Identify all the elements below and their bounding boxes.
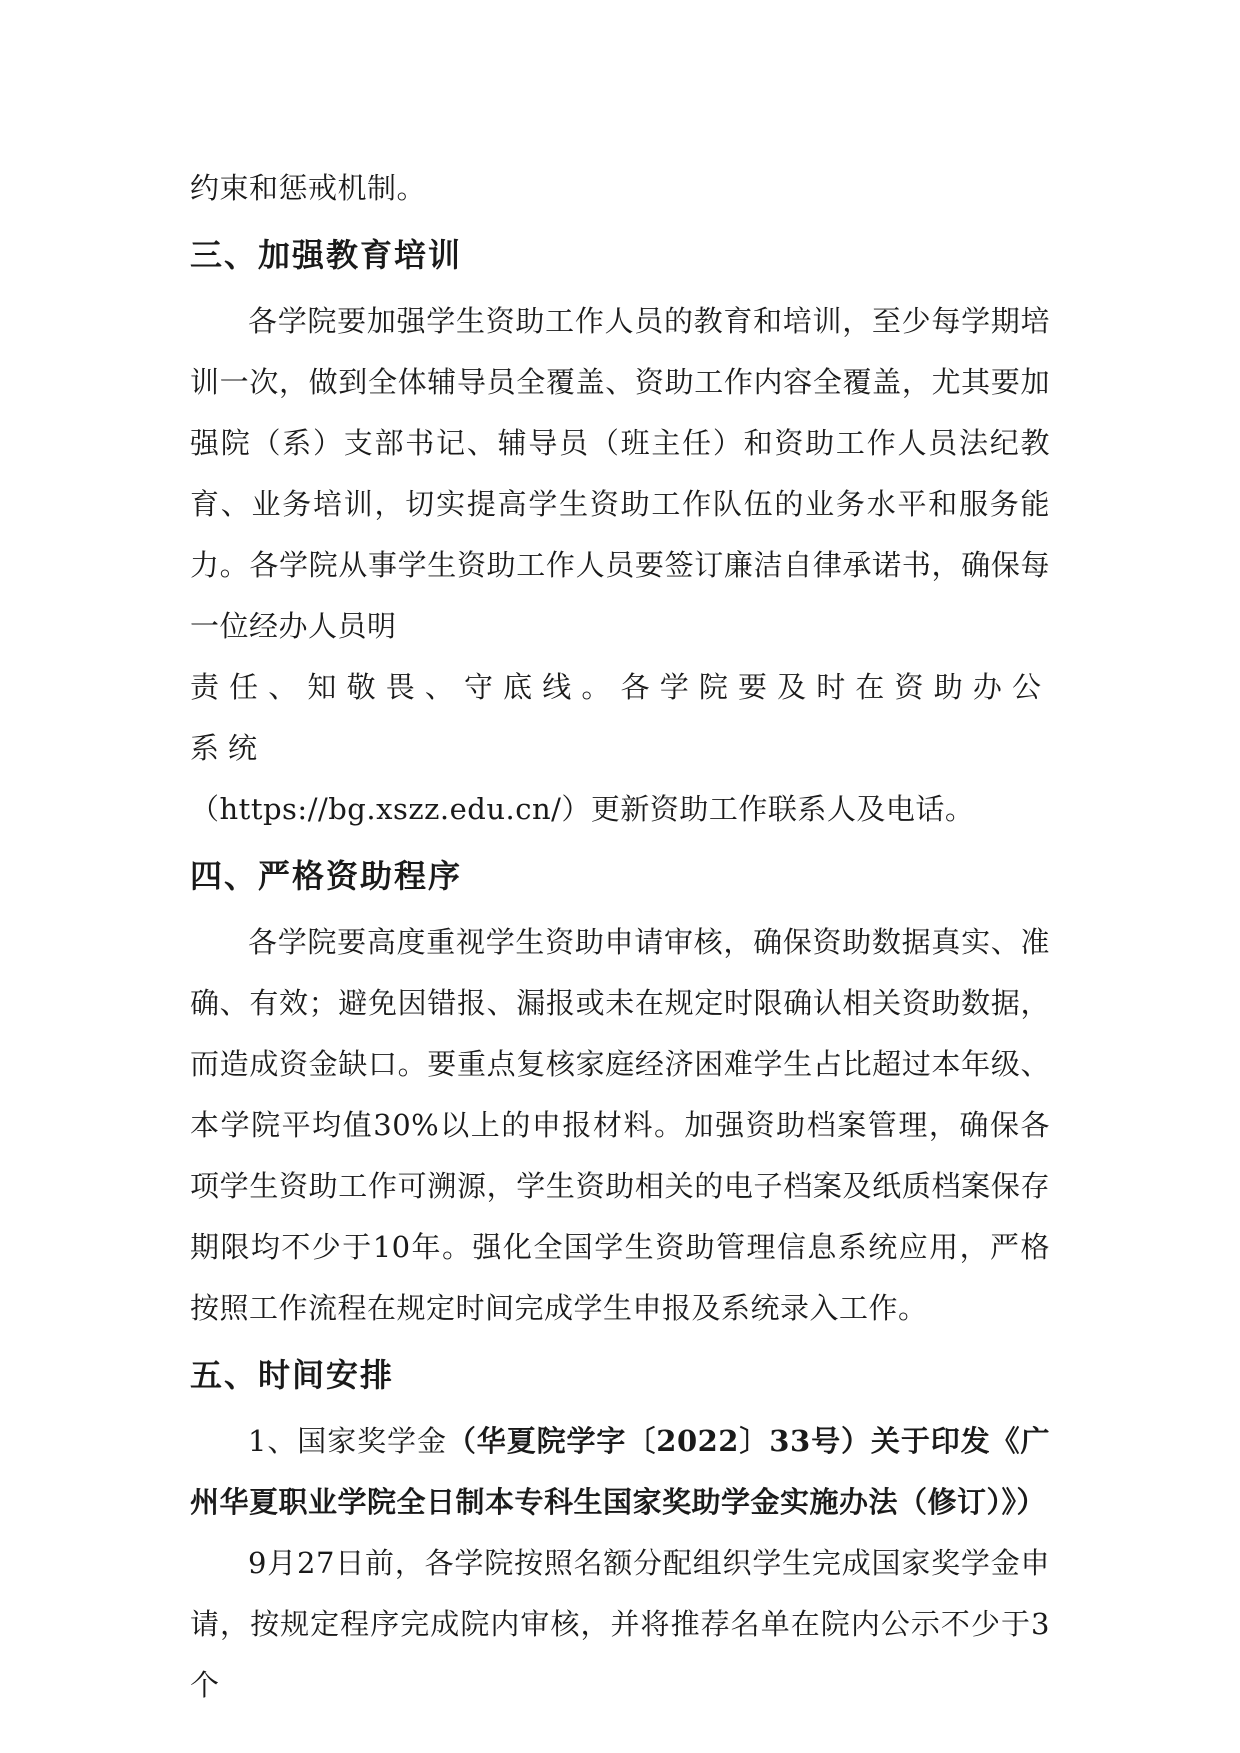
paragraph-procedure: 各学院要高度重视学生资助申请审核，确保资助数据真实、准确、有效；避免因错报、漏报或未在规定时限确认相关资助数据，而造成资金缺口。要重点复核家庭经济困难学生占比超过本年级、本学院平均值30%以上的申报材料。加强资助档案管理，确保各项学生资助工作可溯源，学生资助相关的电子档案及纸质档案保存期限均不少于10年。强化全国学生资助管理信息系统应用，严格按照工作流程在规定时间完成学生申报及系统录入工作。: [190, 925, 1050, 1325]
paragraph-schedule: 9月27日前，各学院按照名额分配组织学生完成国家奖学金申请，按规定程序完成院内审核，并将推荐名单在院内公示不少于3个: [190, 1546, 1050, 1702]
section-heading-4: 四、严格资助程序: [190, 857, 463, 895]
paragraph-training-url: （https://bg.xszz.edu.cn/）更新资助工作联系人及电话。: [190, 792, 975, 826]
section-heading-5: 五、时间安排: [190, 1356, 395, 1394]
scholarship-item-prefix: 1、国家奖学金: [248, 1424, 447, 1458]
paragraph-scholarship-item: [190, 1411, 1050, 1533]
scholarship-item-document: （华夏院学字〔2022〕33号）关于印发《广州华夏职业学院全日制本专科生国家奖助学金实施办法（修订）》）: [190, 1424, 1050, 1519]
paragraph-training: 各学院要加强学生资助工作人员的教育和培训，至少每学期培训一次，做到全体辅导员全覆盖、资助工作内容全覆盖，尤其要加强院（系）支部书记、辅导员（班主任）和资助工作人员法纪教育、业务培训，切实提高学生资助工作队伍的业务水平和服务能力。各学院从事学生资助工作人员要签订廉洁自律承诺书，确保每一位经办人员明: [190, 304, 1050, 643]
section-heading-3: 三、加强教育培训: [190, 236, 463, 274]
paragraph-continuation: 约束和惩戒机制。: [190, 171, 427, 205]
paragraph-training-line: 责任、知敬畏、守底线。各学院要及时在资助办公系统: [190, 670, 1050, 765]
document-page: [190, 158, 1050, 1716]
